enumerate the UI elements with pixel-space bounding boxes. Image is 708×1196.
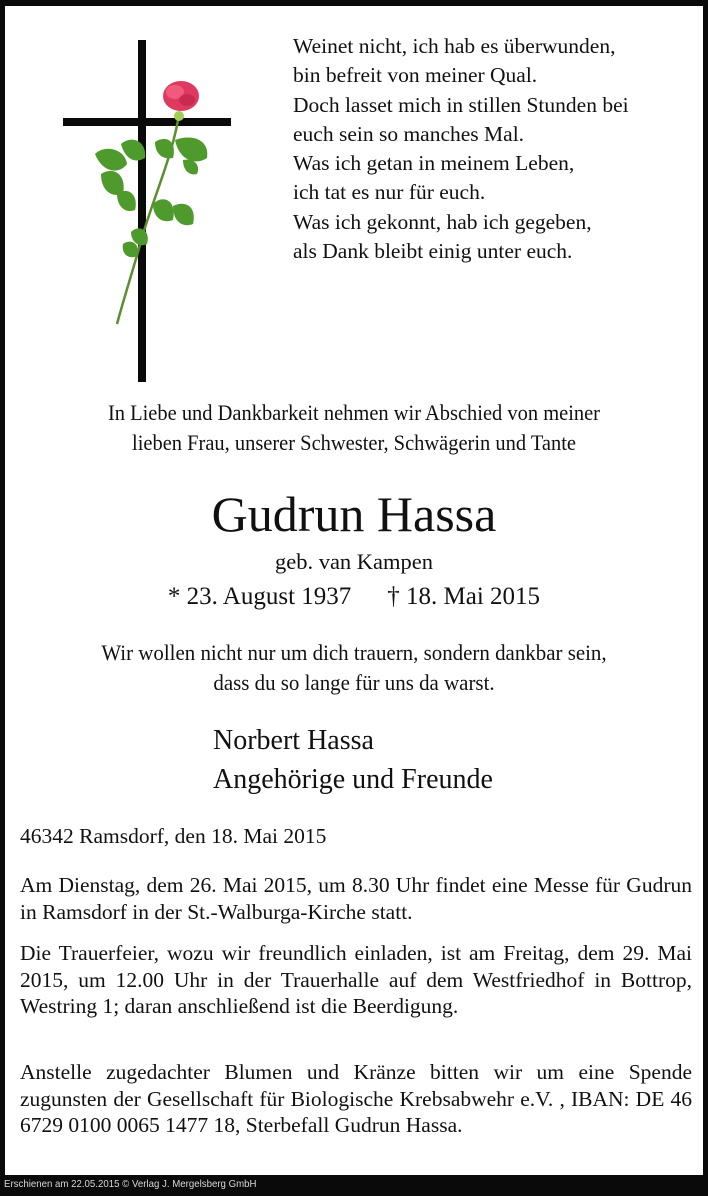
memorial-poem	[293, 32, 629, 266]
death-date: † 18. Mai 2015	[387, 583, 541, 610]
rose-leaves	[95, 137, 207, 257]
poem-line: Weinet nicht, ich hab es überwunden,	[293, 34, 616, 58]
obituary-notice	[5, 6, 703, 1175]
intro-text	[29, 398, 678, 458]
life-dates	[5, 580, 703, 614]
poem-line: Was ich gekonnt, hab ich gegeben,	[293, 209, 592, 234]
donation-info-paragraph: Anstelle zugedachter Blumen und Kränze bitten wir um eine Spende zugunsten der Gesellschaft für Biologische Krebsabwehr e.V. , IBAN: DE 46 6729 0100 0065 1477 18, Sterbefall Gudrun Hassa.	[20, 1060, 692, 1137]
mass-info-paragraph: Am Dienstag, dem 26. Mai 2015, um 8.30 Uhr findet eine Messe für Gudrun in Ramsdorf in der St.-Walburga-Kirche statt.	[20, 873, 692, 924]
signers	[213, 721, 493, 799]
quote-line-2: dass du so lange für uns da warst.	[213, 670, 495, 695]
rose-sepal	[174, 111, 184, 121]
poem-line: Doch lasset mich in stillen Stunden bei	[293, 92, 629, 117]
deceased-name: Gudrun Hassa	[211, 486, 497, 542]
place-date: 46342 Ramsdorf, den 18. Mai 2015	[20, 824, 327, 848]
memorial-quote	[29, 638, 678, 698]
poem-line: Was ich getan in meinem Leben,	[293, 151, 575, 176]
funeral-info-paragraph: Die Trauerfeier, wozu wir freundlich einladen, ist am Freitag, dem 29. Mai 2015, um 12.00 Uhr in der Trauerhalle auf dem Westfriedhof in Bottrop, Westring 1; daran anschließend ist die Beerdigung.	[20, 941, 692, 1018]
cross-with-rose-icon	[55, 34, 245, 384]
cross-vertical-bar	[138, 40, 146, 382]
poem-line: ich tat es nur für euch.	[293, 180, 486, 205]
birth-date: * 23. August 1937	[167, 583, 352, 610]
poem-line: bin befreit von meiner Qual.	[293, 63, 538, 88]
poem-line: als Dank bleibt einig unter euch.	[293, 239, 573, 264]
publication-footer: Erschienen am 22.05.2015 © Verlag J. Mergelsberg GmbH	[4, 1178, 257, 1190]
quote-line-1: Wir wollen nicht nur um dich trauern, sondern dankbar sein,	[101, 640, 607, 665]
intro-line-1: In Liebe und Dankbarkeit nehmen wir Abschied von meiner	[107, 400, 601, 425]
poem-line: euch sein so manches Mal.	[293, 121, 525, 146]
signer: Angehörige und Freunde	[213, 764, 493, 795]
intro-line-2: lieben Frau, unserer Schwester, Schwägerin und Tante	[132, 430, 576, 455]
rose-bloom	[163, 81, 199, 111]
signer: Norbert Hassa	[213, 725, 374, 756]
maiden-name: geb. van Kampen	[274, 549, 434, 574]
cross-horizontal-bar	[63, 118, 231, 126]
